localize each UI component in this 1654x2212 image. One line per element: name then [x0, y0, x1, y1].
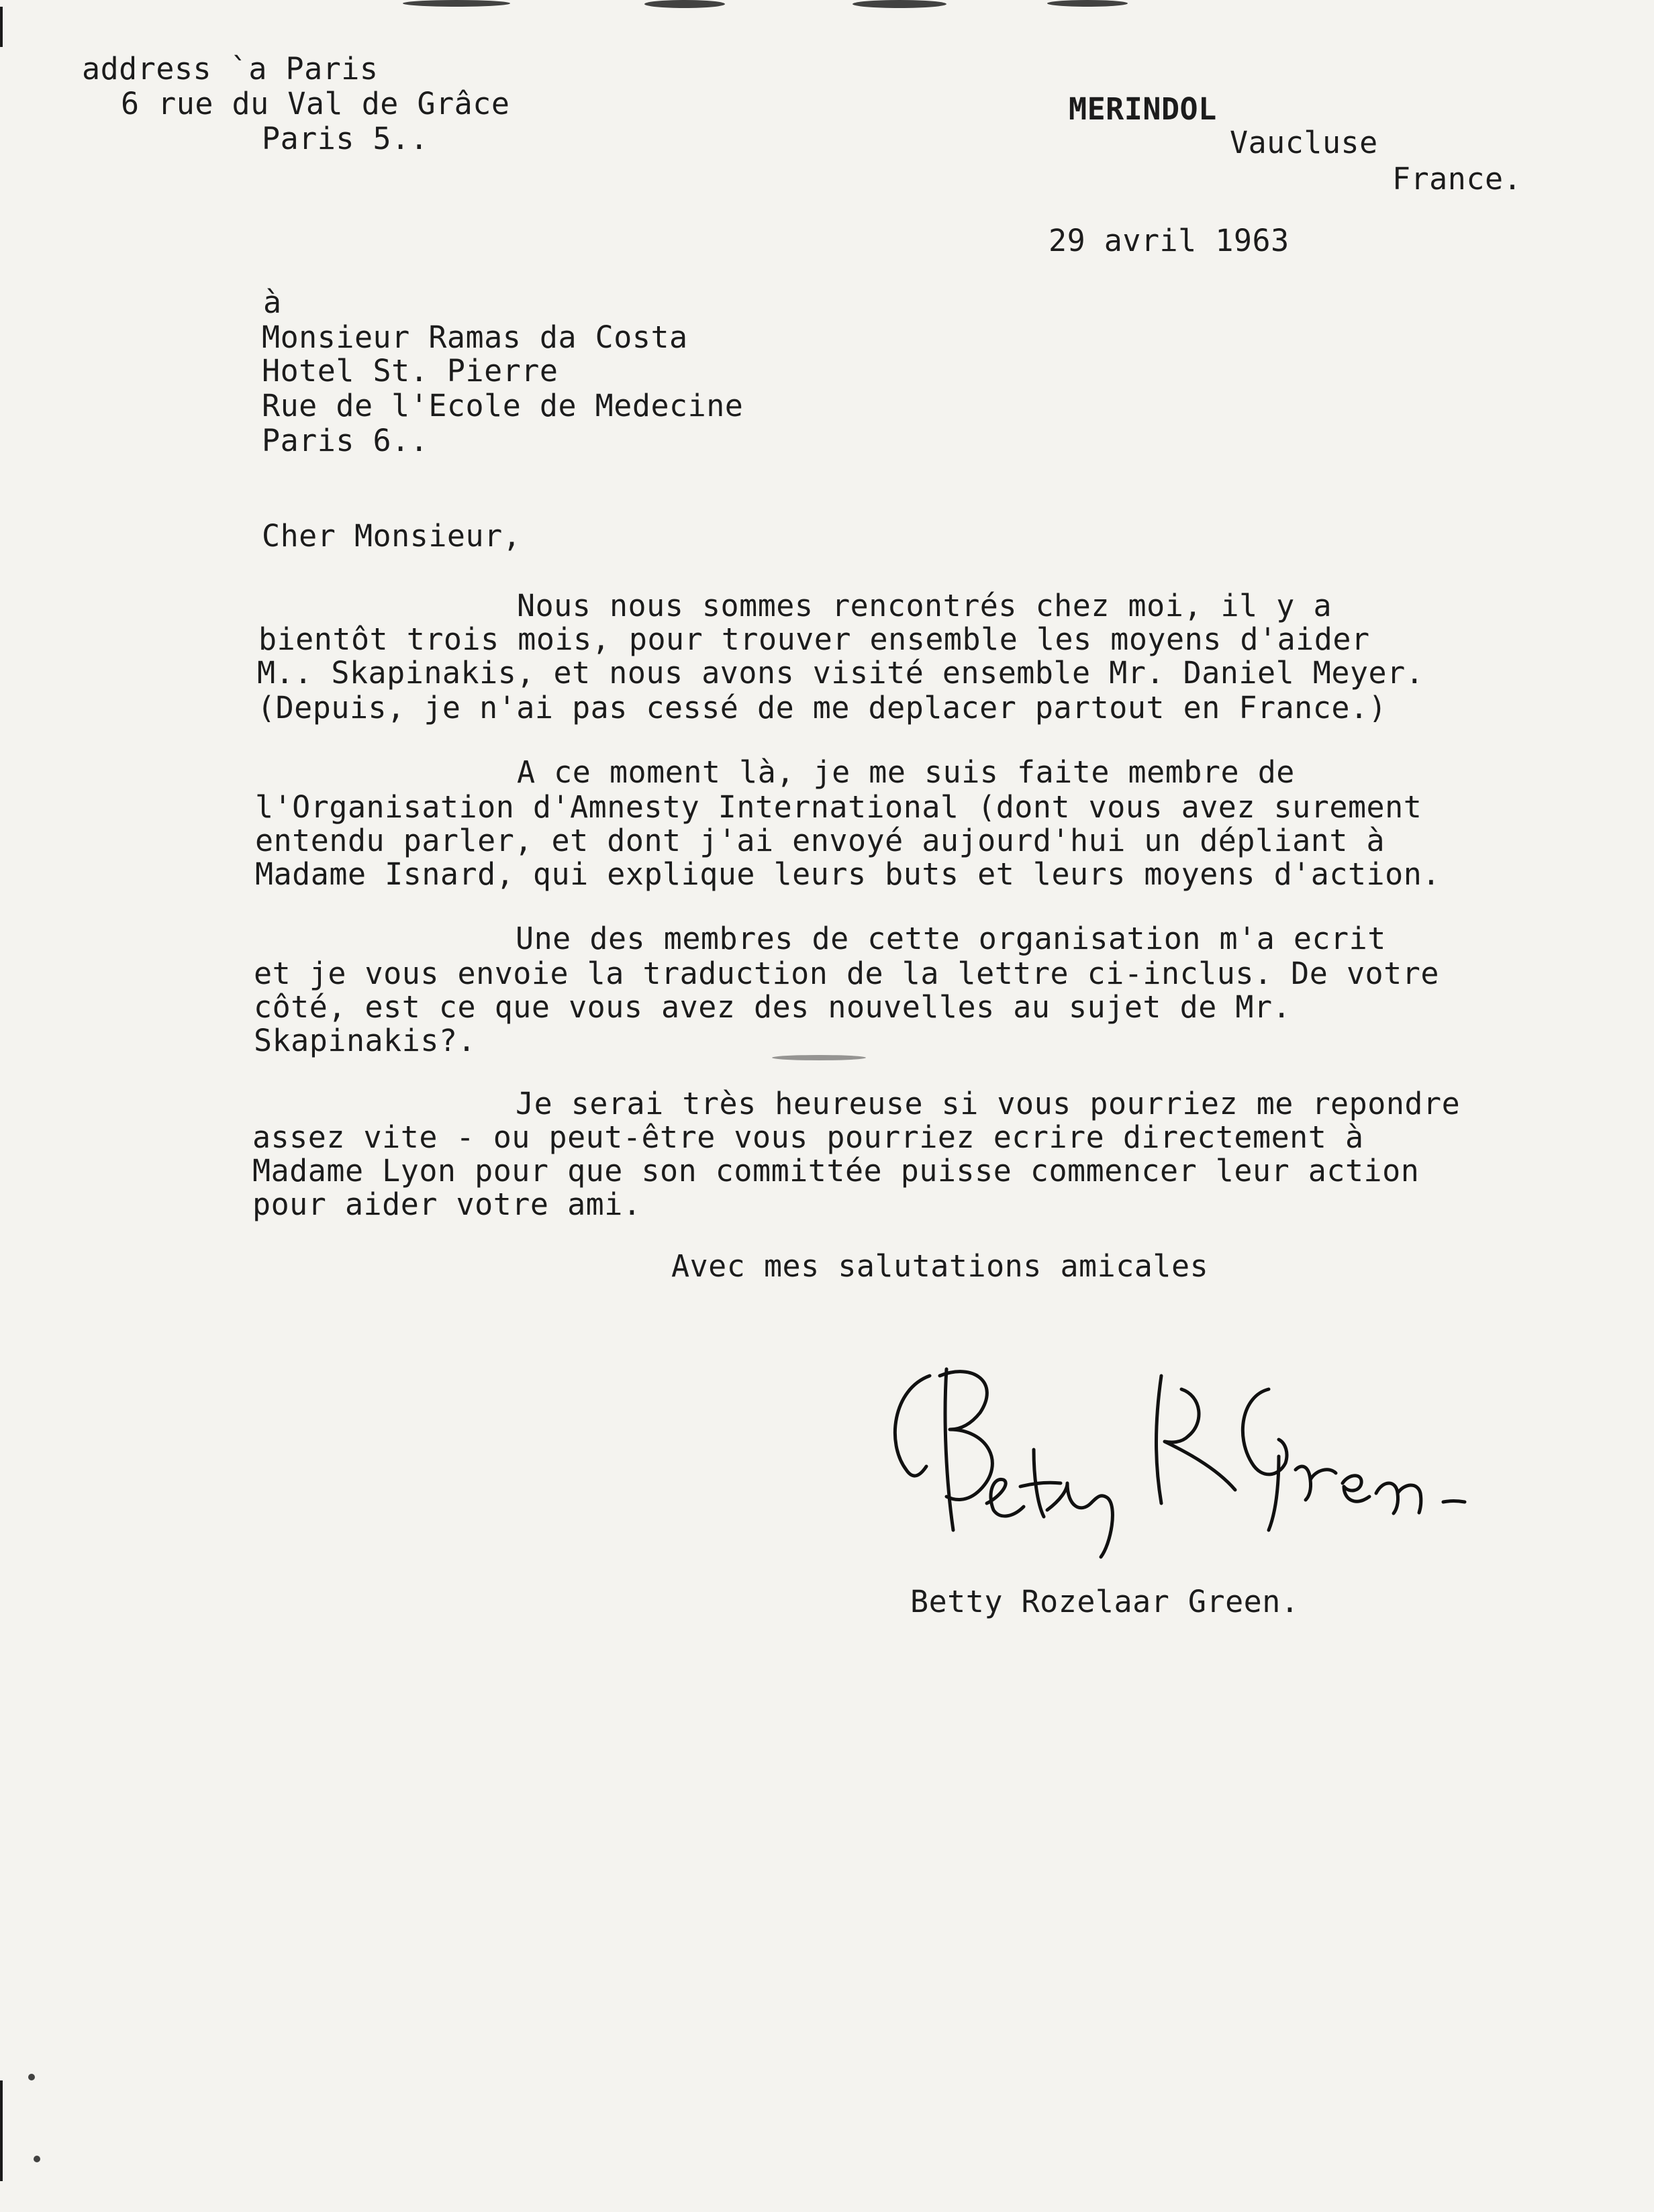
scan-dot: [28, 2074, 35, 2080]
recipient-hotel: Hotel St. Pierre: [262, 353, 558, 389]
scan-edge-mark: [0, 2080, 3, 2181]
paragraph-4-line-2: assez vite - ou peut-être vous pourriez ecrire directement à: [252, 1119, 1364, 1155]
recipient-prefix: à: [263, 285, 282, 320]
paragraph-2-line-2: l'Organisation d'Amnesty International (dont vous avez surement: [255, 789, 1422, 825]
sender-paris-address-line1: address `a Paris: [82, 51, 379, 87]
paragraph-1-line-2: bientôt trois mois, pour trouver ensemble les moyens d'aider: [258, 621, 1370, 657]
paragraph-3-line-3: côté, est ce que vous avez des nouvelles au sujet de Mr.: [254, 989, 1292, 1025]
paragraph-2-line-3: entendu parler, et dont j'ai envoyé aujourd'hui un dépliant à: [255, 823, 1385, 858]
scan-smudge: [403, 0, 510, 7]
paragraph-2-line-4: Madame Isnard, qui explique leurs buts et leurs moyens d'action.: [255, 856, 1441, 892]
closing: Avec mes salutations amicales: [671, 1248, 1209, 1284]
handwritten-signature: [866, 1349, 1470, 1564]
paragraph-4-line-3: Madame Lyon pour que son committée puisse commencer leur action: [252, 1153, 1420, 1189]
paragraph-3-line-1: Une des membres de cette organisation m'a ecrit: [516, 921, 1386, 956]
scan-dot: [34, 2156, 40, 2162]
paragraph-4-line-1: Je serai très heureuse si vous pourriez me repondre: [516, 1086, 1461, 1121]
paragraph-1-line-3: M.. Skapinakis, et nous avons visité ensemble Mr. Daniel Meyer.: [257, 655, 1424, 691]
sender-country: France.: [1392, 161, 1522, 197]
sender-paris-address-line2: 6 rue du Val de Grâce: [121, 86, 510, 121]
scan-smudge: [772, 1055, 866, 1060]
paragraph-3-line-2: et je vous envoie la traduction de la lettre ci-inclus. De votre: [254, 956, 1439, 991]
recipient-name: Monsieur Ramas da Costa: [262, 319, 688, 355]
salutation: Cher Monsieur,: [262, 518, 522, 554]
letter-date: 29 avril 1963: [1049, 223, 1290, 258]
sender-region: Vaucluse: [1230, 125, 1378, 160]
scan-edge-mark: [0, 7, 3, 47]
signer-name: Betty Rozelaar Green.: [910, 1584, 1300, 1619]
scan-smudge: [853, 0, 946, 8]
sender-town: MERINDOL: [1069, 91, 1217, 127]
paragraph-4-line-4: pour aider votre ami.: [252, 1187, 642, 1222]
paragraph-2-line-1: A ce moment là, je me suis faite membre de: [517, 754, 1295, 790]
scan-smudge: [644, 0, 725, 8]
paragraph-3-line-4: Skapinakis?.: [254, 1023, 477, 1058]
scan-smudge: [1047, 0, 1128, 7]
sender-paris-address-line3: Paris 5..: [262, 121, 429, 156]
paragraph-1-line-4: (Depuis, je n'ai pas cessé de me deplacer partout en France.): [257, 690, 1388, 725]
paragraph-1-line-1: Nous nous sommes rencontrés chez moi, il y a: [517, 588, 1332, 623]
recipient-street: Rue de l'Ecole de Medecine: [262, 388, 744, 423]
recipient-city: Paris 6..: [262, 423, 429, 458]
